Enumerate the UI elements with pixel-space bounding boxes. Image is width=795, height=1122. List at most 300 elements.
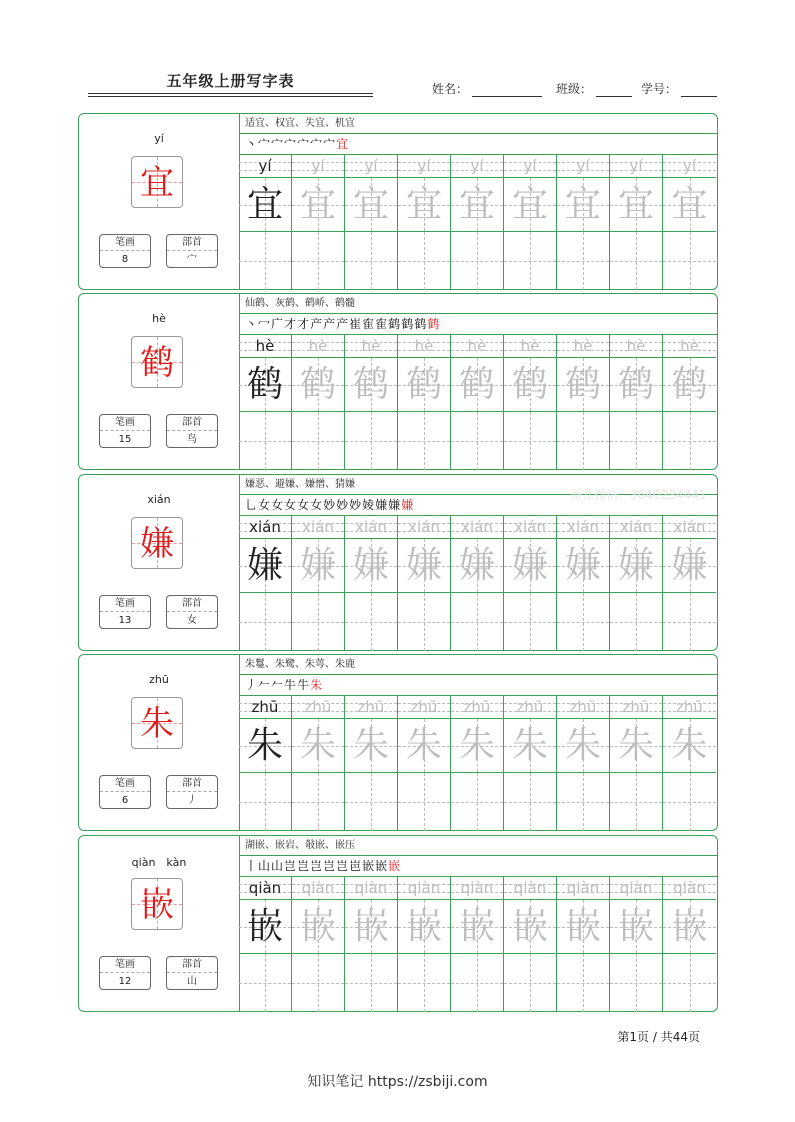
pinyin-cell (610, 334, 663, 358)
model-char-cell[interactable] (239, 539, 292, 593)
empty-practice-cell[interactable] (345, 773, 398, 831)
empty-practice-cell[interactable] (610, 412, 663, 470)
empty-practice-cell[interactable] (451, 412, 504, 470)
pinyin-cell (451, 154, 504, 178)
stroke-step: 丿 (245, 678, 259, 692)
trace-char: 嫌 (671, 545, 708, 586)
trace-char-cell[interactable] (398, 539, 451, 593)
trace-char-cell[interactable] (504, 719, 557, 773)
empty-practice-cell[interactable] (292, 954, 345, 1012)
pinyin-cell (292, 154, 345, 178)
trace-char: 鹤 (617, 364, 654, 405)
trace-char-cell[interactable] (504, 900, 557, 954)
pinyin-cell (239, 334, 292, 358)
stroke-count-label: 笔画 (100, 415, 150, 431)
pinyin-cell (451, 876, 504, 900)
empty-practice-cell[interactable] (557, 773, 610, 831)
pinyin-text: xián (408, 518, 440, 536)
pinyin-text: zhū (516, 698, 544, 716)
stroke-step: 婈 (362, 498, 376, 512)
practice-grid (239, 515, 718, 651)
pinyin-text: qiàn (407, 879, 441, 897)
character-info-panel (79, 655, 240, 830)
practice-grid (239, 334, 718, 470)
pinyin-cell (663, 334, 716, 358)
stroke-count-value: 15 (118, 434, 132, 445)
trace-char: 宜 (299, 184, 336, 225)
trace-char-cell[interactable] (398, 719, 451, 773)
trace-char: 嫌 (352, 545, 389, 586)
empty-practice-cell[interactable] (557, 232, 610, 290)
stroke-order (239, 674, 717, 696)
empty-practice-cell[interactable] (663, 593, 716, 651)
page-indicator: 第1页 / 共44页 (617, 1030, 700, 1044)
trace-char: 嫌 (511, 545, 548, 586)
pinyin-cell (663, 695, 716, 719)
empty-practice-cell[interactable] (610, 232, 663, 290)
pinyin-text: yí (576, 157, 590, 175)
stroke-step: 女 (310, 498, 324, 512)
practice-panel (239, 836, 717, 1011)
stroke-count-box (99, 234, 151, 268)
trace-char: 鹤 (458, 364, 495, 405)
stroke-step: 产 (336, 317, 350, 331)
pinyin-text: xián (514, 518, 546, 536)
pinyin-cell (557, 334, 610, 358)
pinyin-text: xián (620, 518, 652, 536)
stroke-step: 嫌 (401, 498, 415, 512)
trace-char-cell[interactable] (610, 900, 663, 954)
model-char-cell[interactable] (239, 358, 292, 412)
pinyin-cell (451, 695, 504, 719)
trace-char-cell[interactable] (292, 719, 345, 773)
stroke-count-box (99, 595, 151, 629)
model-char-cell[interactable] (239, 178, 292, 232)
pinyin-text: xián (673, 518, 706, 536)
stroke-step: 岂 (336, 859, 350, 873)
trace-char: 嵌 (671, 906, 708, 947)
practice-grid (239, 876, 718, 1012)
word-examples: 仙鹤、灰鹤、鹤峤、鹤髓 (239, 294, 717, 314)
character-info-panel (79, 836, 240, 1011)
word-examples: 嫌恶、避嫌、嫌憎、猜嫌 (239, 475, 717, 495)
pinyin-cell (504, 695, 557, 719)
empty-practice-cell[interactable] (239, 593, 292, 651)
model-character-box (131, 336, 183, 388)
pinyin-text: yí (364, 157, 378, 175)
trace-char-cell[interactable] (557, 178, 610, 232)
stroke-count-value: 12 (118, 976, 132, 987)
pinyin-cell (292, 334, 345, 358)
pinyin-cell (292, 695, 345, 719)
pinyin-text: zhū (410, 698, 438, 716)
trace-char-cell[interactable] (610, 539, 663, 593)
empty-practice-cell[interactable] (663, 232, 716, 290)
pinyin-label: hè (152, 312, 166, 325)
number-field[interactable] (641, 80, 717, 97)
stroke-step: 岂 (297, 859, 311, 873)
empty-practice-cell[interactable] (663, 773, 716, 831)
empty-practice-cell[interactable] (398, 232, 451, 290)
stroke-count-label: 笔画 (100, 596, 150, 612)
trace-char: 嫌 (458, 545, 495, 586)
stroke-step: 宀 (310, 137, 324, 151)
practice-panel (239, 655, 717, 830)
stroke-step: 鹤 (427, 317, 441, 331)
title-underline-2 (88, 96, 373, 97)
pinyin-label: zhū (149, 673, 169, 686)
stroke-step: 牛 (284, 678, 298, 692)
watermark-text: 哥儿微信：3040234441 (570, 488, 707, 502)
pinyin-text: yí (258, 157, 272, 175)
character-card (78, 654, 718, 831)
radical-value: 宀 (187, 254, 197, 265)
pinyin-cell (557, 515, 610, 539)
trace-char-cell[interactable] (557, 900, 610, 954)
stroke-order (239, 313, 717, 335)
empty-practice-cell[interactable] (610, 954, 663, 1012)
empty-practice-cell[interactable] (239, 773, 292, 831)
stroke-step: 隺 (362, 317, 376, 331)
trace-char-cell[interactable] (504, 358, 557, 412)
name-label: 姓名： (432, 82, 469, 96)
trace-char-cell[interactable] (557, 358, 610, 412)
trace-char: 朱 (458, 725, 495, 766)
trace-char-cell[interactable] (345, 178, 398, 232)
trace-char-cell[interactable] (610, 358, 663, 412)
stroke-count-label: 笔画 (100, 235, 150, 251)
stroke-step: 𠂉 (258, 678, 272, 692)
radical-value: 丿 (187, 795, 197, 806)
pinyin-text: qiàn (619, 879, 653, 897)
trace-char-cell[interactable] (663, 900, 716, 954)
pinyin-cell (663, 876, 716, 900)
trace-char-cell[interactable] (398, 178, 451, 232)
stroke-step: 宀 (284, 137, 298, 151)
empty-practice-cell[interactable] (610, 773, 663, 831)
trace-char: 朱 (511, 725, 548, 766)
pinyin-cell (610, 154, 663, 178)
character-card (78, 293, 718, 470)
worksheet-title: 五年级上册写字表 (166, 72, 295, 90)
site-footer: 知识笔记 https://zsbiji.com (307, 1074, 488, 1090)
stroke-step: 丶 (245, 137, 259, 151)
pinyin-text: qiàn (301, 879, 335, 897)
empty-practice-cell[interactable] (292, 412, 345, 470)
model-character: 宜 (140, 163, 174, 203)
empty-practice-cell[interactable] (239, 412, 292, 470)
trace-char: 嵌 (352, 906, 389, 947)
trace-char: 朱 (299, 725, 336, 766)
stroke-order (239, 133, 717, 155)
trace-char-cell[interactable] (345, 900, 398, 954)
pinyin-cell (557, 695, 610, 719)
trace-char-cell[interactable] (398, 900, 451, 954)
trace-char-cell[interactable] (451, 178, 504, 232)
trace-char-cell[interactable] (557, 539, 610, 593)
practice-grid (239, 695, 718, 831)
trace-char: 鹤 (564, 364, 601, 405)
pinyin-cell (345, 334, 398, 358)
trace-char: 嵌 (299, 906, 336, 947)
trace-char: 鹤 (405, 364, 442, 405)
empty-practice-cell[interactable] (345, 412, 398, 470)
trace-char-cell[interactable] (398, 358, 451, 412)
character-info-panel (79, 294, 240, 469)
stroke-step: 宀 (271, 137, 285, 151)
pinyin-text: qiàn (354, 879, 388, 897)
trace-char-cell[interactable] (345, 719, 398, 773)
stroke-count-value: 6 (121, 795, 129, 806)
radical-box (166, 414, 218, 448)
pinyin-cell (610, 515, 663, 539)
pinyin-text: yí (417, 157, 431, 175)
trace-char: 朱 (671, 725, 708, 766)
name-blank[interactable] (472, 84, 542, 97)
trace-char-cell[interactable] (451, 900, 504, 954)
trace-char-cell[interactable] (663, 539, 716, 593)
trace-char: 宜 (405, 184, 442, 225)
empty-practice-cell[interactable] (663, 954, 716, 1012)
pinyin-text: qiàn (460, 879, 494, 897)
pinyin-text: zhū (622, 698, 650, 716)
pinyin-text: zhū (463, 698, 491, 716)
stroke-step: 鹤 (401, 317, 415, 331)
pinyin-text: hè (626, 337, 646, 355)
empty-practice-cell[interactable] (345, 232, 398, 290)
trace-char: 宜 (671, 184, 708, 225)
radical-box (166, 234, 218, 268)
practice-grid (239, 154, 718, 290)
empty-practice-cell[interactable] (398, 593, 451, 651)
stroke-step: 丶 (245, 317, 259, 331)
pinyin-cell (504, 876, 557, 900)
model-character-box (131, 156, 183, 208)
empty-practice-cell[interactable] (451, 954, 504, 1012)
model-char: 宜 (246, 184, 283, 225)
empty-practice-cell[interactable] (504, 232, 557, 290)
pinyin-cell (292, 876, 345, 900)
empty-practice-cell[interactable] (451, 773, 504, 831)
empty-practice-cell[interactable] (239, 232, 292, 290)
radical-label: 部首 (167, 776, 217, 792)
model-character: 鹤 (140, 343, 174, 383)
empty-practice-cell[interactable] (398, 412, 451, 470)
empty-practice-cell[interactable] (504, 412, 557, 470)
number-blank[interactable] (681, 84, 717, 97)
trace-char: 宜 (564, 184, 601, 225)
model-char-cell[interactable] (239, 900, 292, 954)
pinyin-cell (398, 876, 451, 900)
empty-practice-cell[interactable] (504, 954, 557, 1012)
trace-char-cell[interactable] (451, 358, 504, 412)
model-character-box (131, 878, 183, 930)
model-char: 嵌 (246, 906, 283, 947)
pinyin-text: hè (308, 337, 328, 355)
empty-practice-cell[interactable] (557, 412, 610, 470)
radical-label: 部首 (167, 235, 217, 251)
trace-char: 宜 (511, 184, 548, 225)
stroke-step: 妙 (323, 498, 337, 512)
trace-char: 鹤 (511, 364, 548, 405)
radical-label: 部首 (167, 957, 217, 973)
word-examples: 朱鬘、朱鹭、朱萼、朱鹿 (239, 655, 717, 675)
pinyin-text: zhū (357, 698, 385, 716)
trace-char-cell[interactable] (504, 178, 557, 232)
model-char: 鹤 (246, 364, 283, 405)
character-card (78, 835, 718, 1012)
trace-char: 嵌 (405, 906, 442, 947)
stroke-step: 产 (323, 317, 337, 331)
model-character: 朱 (140, 704, 174, 744)
character-info-panel (79, 475, 240, 650)
stroke-step: 鹤 (414, 317, 428, 331)
stroke-step: 宀 (297, 137, 311, 151)
empty-practice-cell[interactable] (292, 232, 345, 290)
title-underline (88, 93, 373, 94)
trace-char-cell[interactable] (557, 719, 610, 773)
stroke-count-box (99, 414, 151, 448)
trace-char: 嫌 (617, 545, 654, 586)
stroke-step: 妙 (336, 498, 350, 512)
empty-practice-cell[interactable] (504, 773, 557, 831)
pinyin-cell (345, 515, 398, 539)
stroke-step: 丨 (245, 859, 259, 873)
trace-char-cell[interactable] (504, 539, 557, 593)
trace-char-cell[interactable] (292, 358, 345, 412)
empty-practice-cell[interactable] (292, 773, 345, 831)
stroke-step: 广 (271, 317, 285, 331)
empty-practice-cell[interactable] (292, 593, 345, 651)
pinyin-text: xián (249, 518, 281, 536)
empty-practice-cell[interactable] (663, 412, 716, 470)
pinyin-cell (663, 154, 716, 178)
number-label: 学号： (641, 82, 678, 96)
pinyin-text: zhū (304, 698, 332, 716)
pinyin-text: yí (629, 157, 643, 175)
model-character-box (131, 697, 183, 749)
pinyin-text: qiàn (673, 879, 706, 897)
pinyin-text: hè (255, 337, 275, 355)
trace-char-cell[interactable] (663, 178, 716, 232)
empty-practice-cell[interactable] (451, 232, 504, 290)
stroke-step: 山 (271, 859, 285, 873)
stroke-step: 乚 (245, 498, 259, 512)
radical-value: 鸟 (187, 434, 197, 445)
model-char: 朱 (246, 725, 283, 766)
pinyin-label: qiàn kàn (131, 856, 187, 869)
trace-char: 鹤 (352, 364, 389, 405)
stroke-step: 岂 (284, 859, 298, 873)
radical-value: 女 (187, 615, 197, 626)
empty-practice-cell[interactable] (610, 593, 663, 651)
empty-practice-cell[interactable] (398, 954, 451, 1012)
pinyin-cell (610, 695, 663, 719)
pinyin-cell (239, 695, 292, 719)
stroke-count-value: 13 (118, 615, 132, 626)
stroke-step: 嫌 (375, 498, 389, 512)
name-field[interactable] (432, 80, 542, 97)
class-blank[interactable] (596, 84, 632, 97)
stroke-step: 女 (258, 498, 272, 512)
trace-char-cell[interactable] (292, 900, 345, 954)
empty-practice-cell[interactable] (451, 593, 504, 651)
pinyin-cell (345, 876, 398, 900)
stroke-step: 牛 (297, 678, 311, 692)
stroke-step: 山 (258, 859, 272, 873)
model-char-cell[interactable] (239, 719, 292, 773)
stroke-step: 嫌 (388, 498, 402, 512)
trace-char-cell[interactable] (292, 178, 345, 232)
trace-char-cell[interactable] (451, 539, 504, 593)
trace-char: 朱 (405, 725, 442, 766)
pinyin-cell (504, 334, 557, 358)
trace-char: 朱 (564, 725, 601, 766)
stroke-step: 朱 (310, 678, 324, 692)
stroke-step: 才 (284, 317, 298, 331)
empty-practice-cell[interactable] (239, 954, 292, 1012)
empty-practice-cell[interactable] (345, 954, 398, 1012)
class-field[interactable] (556, 80, 632, 97)
stroke-step: 产 (310, 317, 324, 331)
stroke-step: 岂 (323, 859, 337, 873)
trace-char-cell[interactable] (451, 719, 504, 773)
trace-char-cell[interactable] (610, 719, 663, 773)
practice-panel (239, 114, 717, 289)
radical-label: 部首 (167, 596, 217, 612)
radical-box (166, 595, 218, 629)
trace-char: 宜 (352, 184, 389, 225)
stroke-step: 才 (297, 317, 311, 331)
trace-char-cell[interactable] (663, 358, 716, 412)
pinyin-text: xián (567, 518, 599, 536)
model-character: 嵌 (140, 885, 174, 925)
trace-char: 嵌 (458, 906, 495, 947)
pinyin-cell (345, 154, 398, 178)
pinyin-label: xián (147, 493, 171, 506)
empty-practice-cell[interactable] (504, 593, 557, 651)
trace-char-cell[interactable] (345, 539, 398, 593)
pinyin-text: yí (523, 157, 537, 175)
trace-char-cell[interactable] (345, 358, 398, 412)
pinyin-cell (504, 515, 557, 539)
trace-char-cell[interactable] (610, 178, 663, 232)
pinyin-text: hè (573, 337, 593, 355)
pinyin-cell (398, 154, 451, 178)
trace-char: 嵌 (617, 906, 654, 947)
model-char: 嫌 (246, 545, 283, 586)
trace-char-cell[interactable] (292, 539, 345, 593)
stroke-step: 宜 (336, 137, 350, 151)
pinyin-text: xián (461, 518, 493, 536)
empty-practice-cell[interactable] (398, 773, 451, 831)
pinyin-cell (398, 695, 451, 719)
trace-char: 嫌 (405, 545, 442, 586)
character-info-panel (79, 114, 240, 289)
empty-practice-cell[interactable] (345, 593, 398, 651)
trace-char: 宜 (617, 184, 654, 225)
pinyin-cell (239, 876, 292, 900)
trace-char-cell[interactable] (663, 719, 716, 773)
pinyin-cell (663, 515, 716, 539)
trace-char: 鹤 (299, 364, 336, 405)
class-label: 班级： (556, 82, 593, 96)
stroke-count-label: 笔画 (100, 957, 150, 973)
empty-practice-cell[interactable] (557, 593, 610, 651)
pinyin-text: qiàn (513, 879, 547, 897)
pinyin-cell (557, 876, 610, 900)
empty-practice-cell[interactable] (557, 954, 610, 1012)
